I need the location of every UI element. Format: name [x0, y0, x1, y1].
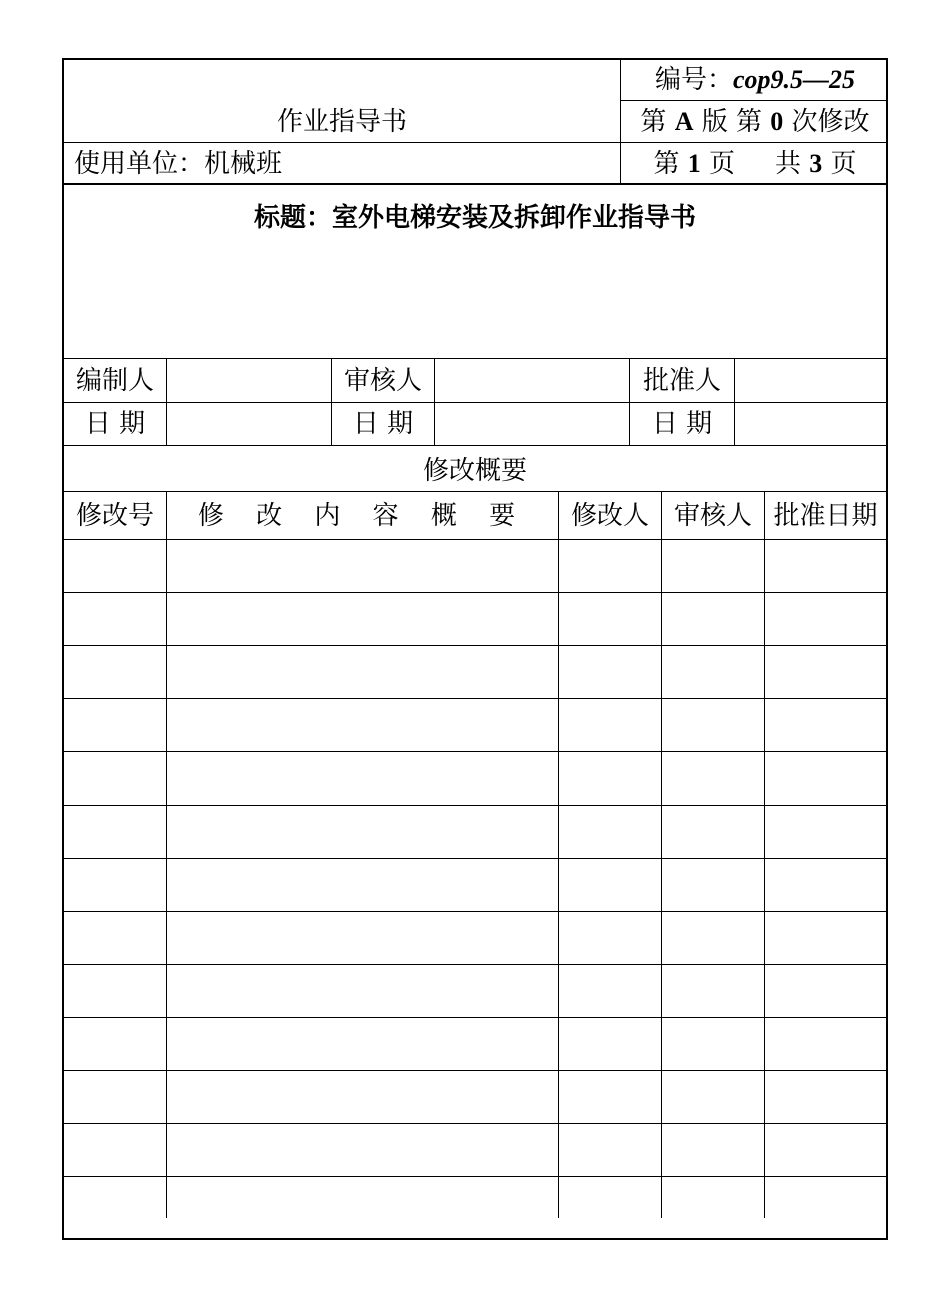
doc-code-label: 编号： — [654, 65, 733, 95]
table-row — [64, 1123, 886, 1124]
compiler-value[interactable] — [167, 360, 331, 402]
doc-code — [622, 60, 888, 100]
table-row — [64, 539, 886, 540]
version-prefix: 第 — [640, 107, 667, 137]
review-date-label: 日 期 — [352, 409, 414, 439]
page-info — [622, 144, 888, 184]
reviewer-value[interactable] — [435, 360, 629, 402]
col-reviewed-by: 审核人 — [673, 501, 752, 531]
version-info — [622, 101, 888, 143]
table-row — [64, 964, 886, 965]
revision-summary-heading: 修改概要 — [422, 456, 527, 486]
approve-date-label: 日 期 — [651, 409, 713, 439]
approve-date-value[interactable] — [735, 403, 886, 445]
table-row — [64, 911, 886, 912]
revision-number: 0 — [770, 107, 784, 136]
table-row — [64, 805, 886, 806]
total-pages: 3 — [809, 149, 823, 178]
using-unit: 使用单位：机械班 — [74, 149, 283, 179]
version-letter: A — [674, 107, 694, 136]
compile-date-label: 日 期 — [84, 409, 146, 439]
page-suffix: 页 — [708, 149, 735, 179]
table-row — [64, 698, 886, 699]
table-row — [64, 645, 886, 646]
table-row — [64, 858, 886, 859]
col-revision-no: 修改号 — [75, 501, 154, 531]
table-row — [64, 751, 886, 752]
compile-date-value[interactable] — [167, 403, 331, 445]
doc-title: 作业指导书 — [276, 107, 407, 137]
total-suffix: 页 — [830, 149, 857, 179]
reviewer-label: 审核人 — [343, 366, 422, 396]
doc-code-value: cop9.5—25 — [732, 65, 856, 94]
document-form — [62, 58, 888, 1240]
col-revision-content: 修 改 内 容 概 要 — [197, 501, 528, 531]
table-row — [64, 1176, 886, 1177]
table-row — [64, 1017, 886, 1018]
compiler-label: 编制人 — [75, 366, 154, 396]
total-prefix: 共 — [775, 149, 802, 179]
version-suffix: 次修改 — [791, 107, 870, 137]
doc-subject-title: 标题：室外电梯安装及拆卸作业指导书 — [253, 203, 696, 233]
table-row — [64, 1070, 886, 1071]
review-date-value[interactable] — [435, 403, 629, 445]
page-prefix: 第 — [653, 149, 680, 179]
approver-label: 批准人 — [642, 366, 721, 396]
approver-value[interactable] — [735, 360, 886, 402]
col-approval-date: 批准日期 — [773, 501, 878, 531]
page-number: 1 — [687, 149, 701, 178]
col-revised-by: 修改人 — [570, 501, 649, 531]
version-mid: 版 第 — [701, 107, 763, 137]
table-row — [64, 592, 886, 593]
